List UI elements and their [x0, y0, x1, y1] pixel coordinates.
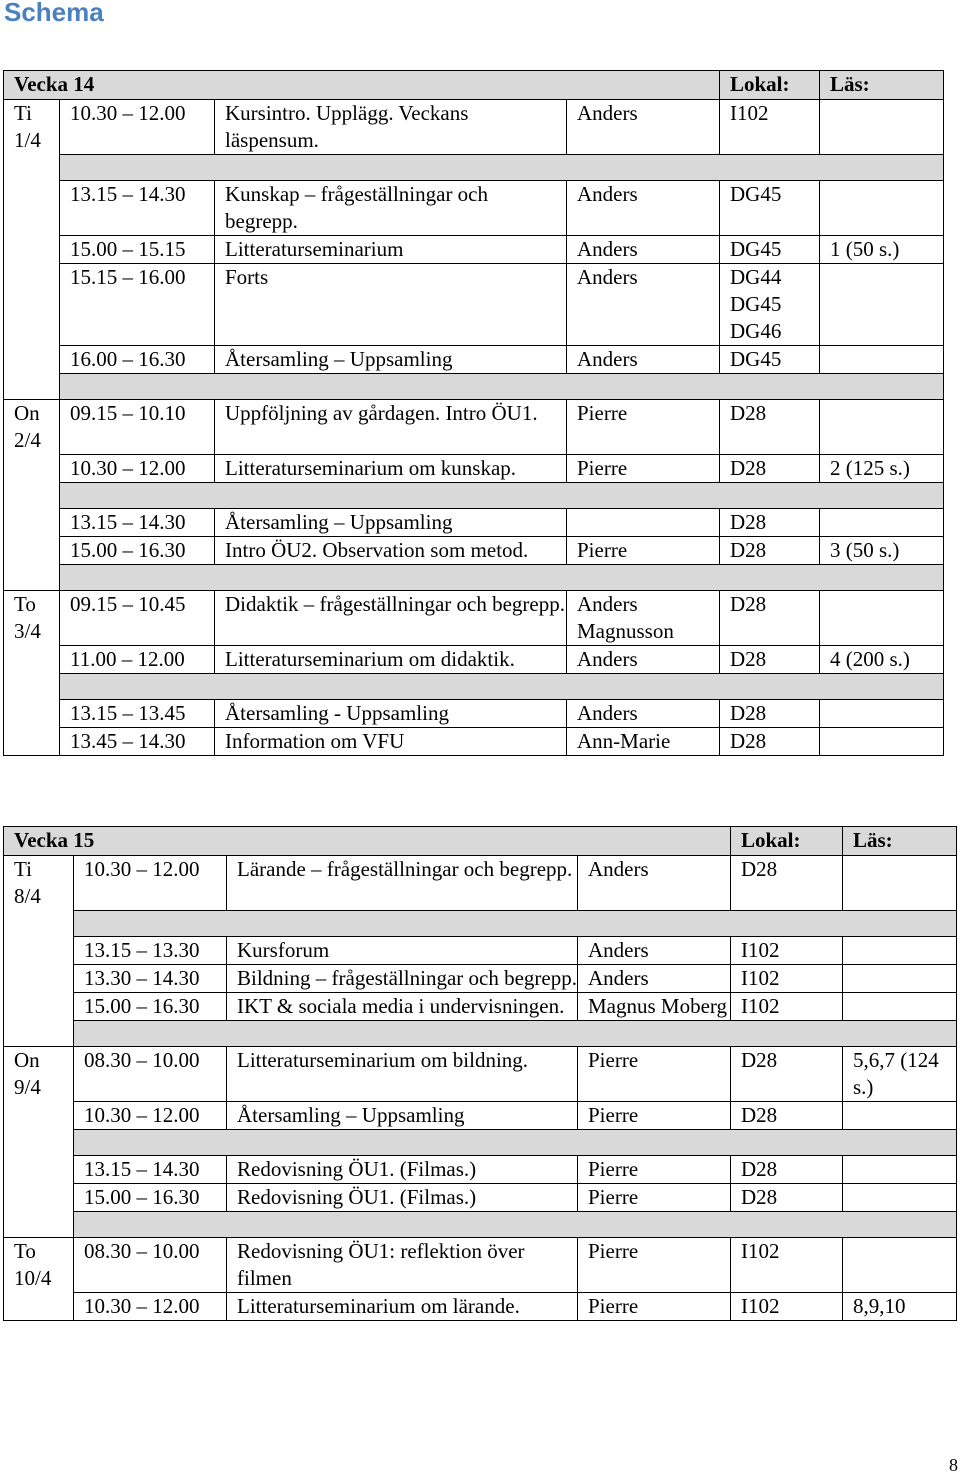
activity-cell: Litteraturseminarium om bildning.: [227, 1046, 578, 1101]
reading-cell: [843, 992, 957, 1020]
schedule-row: [4, 590, 944, 645]
teacher-cell: Pierre: [578, 1292, 731, 1320]
reading-cell: [820, 508, 944, 536]
reading-cell: [820, 699, 944, 727]
las-header: Läs:: [843, 827, 957, 856]
activity-cell: Litteraturseminarium: [215, 236, 567, 264]
reading-cell: 1 (50 s.): [820, 236, 944, 264]
reading-cell: [820, 400, 944, 455]
schedule-row: [4, 645, 944, 673]
activity-cell: Litteraturseminarium om didaktik.: [215, 645, 567, 673]
activity-cell: Kunskap – frågeställningar och begrepp.: [215, 181, 567, 236]
activity-cell: Kursintro. Upplägg. Veckans läspensum.: [215, 100, 567, 155]
activity-cell: Litteraturseminarium om kunskap.: [215, 454, 567, 482]
schedule-row: [4, 964, 957, 992]
time-cell: 13.45 – 14.30: [60, 727, 215, 755]
time-cell: 13.15 – 13.30: [74, 936, 227, 964]
time-cell: 10.30 – 12.00: [74, 1292, 227, 1320]
day-cell: To 10/4: [4, 1237, 74, 1292]
activity-cell: Lärande – frågeställningar och begrepp.: [227, 856, 578, 911]
time-cell: 08.30 – 10.00: [74, 1046, 227, 1101]
activity-cell: Forts: [215, 264, 567, 346]
activity-cell: Kursforum: [227, 936, 578, 964]
schedule-row: [4, 264, 944, 346]
activity-cell: IKT & sociala media i undervisningen.: [227, 992, 578, 1020]
room-cell: D28: [731, 1101, 843, 1129]
page-number: 8: [949, 1455, 958, 1475]
teacher-cell: Pierre: [567, 454, 720, 482]
teacher-cell: Pierre: [578, 1183, 731, 1211]
teacher-cell: Pierre: [578, 1155, 731, 1183]
teacher-cell: Pierre: [567, 400, 720, 455]
las-header: Läs:: [820, 71, 944, 100]
time-cell: 15.00 – 16.30: [60, 536, 215, 564]
schedule-row: [4, 400, 944, 455]
break-row: [4, 482, 944, 508]
teacher-cell: Anders: [567, 699, 720, 727]
teacher-cell: Pierre: [567, 536, 720, 564]
activity-cell: Bildning – frågeställningar och begrepp.: [227, 964, 578, 992]
teacher-cell: Anders: [567, 346, 720, 374]
room-cell: DG44 DG45 DG46: [720, 264, 820, 346]
time-cell: 15.00 – 15.15: [60, 236, 215, 264]
room-cell: I102: [731, 1292, 843, 1320]
break-row: [4, 1211, 957, 1237]
time-cell: 09.15 – 10.45: [60, 590, 215, 645]
reading-cell: 2 (125 s.): [820, 454, 944, 482]
schedule-row: [4, 536, 944, 564]
reading-cell: 4 (200 s.): [820, 645, 944, 673]
week-title: Vecka 15: [4, 827, 731, 856]
activity-cell: Återsamling – Uppsamling: [215, 346, 567, 374]
activity-cell: Redovisning ÖU1: reflektion över filmen: [227, 1237, 578, 1292]
room-cell: D28: [720, 590, 820, 645]
week-header-row: [4, 71, 944, 100]
time-cell: 15.00 – 16.30: [74, 992, 227, 1020]
time-cell: 10.30 – 12.00: [74, 1101, 227, 1129]
schedule-row: [4, 1101, 957, 1129]
week-14-table: [3, 70, 944, 756]
time-cell: 15.00 – 16.30: [74, 1183, 227, 1211]
time-cell: 10.30 – 12.00: [60, 454, 215, 482]
reading-cell: [820, 264, 944, 346]
activity-cell: Information om VFU: [215, 727, 567, 755]
schedule-row: [4, 236, 944, 264]
schedule-row: [4, 727, 944, 755]
reading-cell: 3 (50 s.): [820, 536, 944, 564]
time-cell: 09.15 – 10.10: [60, 400, 215, 455]
room-cell: D28: [720, 645, 820, 673]
schedule-row: [4, 699, 944, 727]
schedule-row: [4, 508, 944, 536]
time-cell: 13.30 – 14.30: [74, 964, 227, 992]
teacher-cell: Anders: [578, 964, 731, 992]
teacher-cell: Pierre: [578, 1237, 731, 1292]
room-cell: D28: [731, 1183, 843, 1211]
schedule-row: [4, 936, 957, 964]
schedule-row: [4, 1155, 957, 1183]
room-cell: I102: [731, 992, 843, 1020]
teacher-cell: Anders: [578, 856, 731, 911]
room-cell: D28: [731, 1046, 843, 1101]
time-cell: 10.30 – 12.00: [60, 100, 215, 155]
teacher-cell: Anders: [567, 645, 720, 673]
room-cell: DG45: [720, 236, 820, 264]
reading-cell: 8,9,10: [843, 1292, 957, 1320]
day-cell: To 3/4: [4, 590, 60, 645]
schedule-row: [4, 856, 957, 911]
day-cell: On 9/4: [4, 1046, 74, 1101]
room-cell: D28: [720, 536, 820, 564]
activity-cell: Återsamling - Uppsamling: [215, 699, 567, 727]
schedule-row: [4, 100, 944, 155]
break-row: [4, 564, 944, 590]
day-cell: Ti 8/4: [4, 856, 74, 911]
lokal-header: Lokal:: [731, 827, 843, 856]
activity-cell: Återsamling – Uppsamling: [215, 508, 567, 536]
time-cell: 13.15 – 14.30: [74, 1155, 227, 1183]
lokal-header: Lokal:: [720, 71, 820, 100]
room-cell: D28: [720, 699, 820, 727]
week-15-table: [3, 826, 957, 1321]
reading-cell: [843, 1183, 957, 1211]
schedule-row: [4, 181, 944, 236]
reading-cell: [843, 1237, 957, 1292]
time-cell: 08.30 – 10.00: [74, 1237, 227, 1292]
break-row: [4, 155, 944, 181]
room-cell: I102: [731, 936, 843, 964]
activity-cell: Intro ÖU2. Observation som metod.: [215, 536, 567, 564]
room-cell: D28: [731, 1155, 843, 1183]
day-cell: On 2/4: [4, 400, 60, 455]
break-row: [4, 1129, 957, 1155]
reading-cell: [843, 1155, 957, 1183]
room-cell: D28: [720, 454, 820, 482]
time-cell: 13.15 – 14.30: [60, 508, 215, 536]
day-cell: Ti 1/4: [4, 100, 60, 155]
teacher-cell: Magnus Moberg: [578, 992, 731, 1020]
break-row: [4, 673, 944, 699]
reading-cell: [843, 964, 957, 992]
teacher-cell: Ann-Marie: [567, 727, 720, 755]
time-cell: 11.00 – 12.00: [60, 645, 215, 673]
room-cell: I102: [720, 100, 820, 155]
reading-cell: 5,6,7 (124 s.): [843, 1046, 957, 1101]
reading-cell: [820, 727, 944, 755]
reading-cell: [820, 181, 944, 236]
activity-cell: Uppföljning av gårdagen. Intro ÖU1.: [215, 400, 567, 455]
teacher-cell: Pierre: [578, 1046, 731, 1101]
room-cell: I102: [731, 964, 843, 992]
break-row: [4, 1020, 957, 1046]
teacher-cell: Anders: [567, 264, 720, 346]
reading-cell: [820, 100, 944, 155]
break-row: [4, 374, 944, 400]
schedule-row: [4, 346, 944, 374]
reading-cell: [843, 856, 957, 911]
time-cell: 13.15 – 14.30: [60, 181, 215, 236]
reading-cell: [820, 590, 944, 645]
activity-cell: Återsamling – Uppsamling: [227, 1101, 578, 1129]
schedule-row: [4, 992, 957, 1020]
week-title: Vecka 14: [4, 71, 720, 100]
schedule-row: [4, 1237, 957, 1292]
room-cell: D28: [731, 856, 843, 911]
break-row: [4, 910, 957, 936]
room-cell: DG45: [720, 346, 820, 374]
schedule-row: [4, 1183, 957, 1211]
room-cell: I102: [731, 1237, 843, 1292]
reading-cell: [843, 936, 957, 964]
schedule-row: [4, 1046, 957, 1101]
teacher-cell: Anders Magnusson: [567, 590, 720, 645]
room-cell: D28: [720, 727, 820, 755]
schedule-row: [4, 454, 944, 482]
teacher-cell: Anders: [578, 936, 731, 964]
page-title: Schema: [4, 0, 104, 27]
teacher-cell: Anders: [567, 181, 720, 236]
reading-cell: [820, 346, 944, 374]
activity-cell: Redovisning ÖU1. (Filmas.): [227, 1155, 578, 1183]
time-cell: 16.00 – 16.30: [60, 346, 215, 374]
activity-cell: Litteraturseminarium om lärande.: [227, 1292, 578, 1320]
reading-cell: [843, 1101, 957, 1129]
time-cell: 13.15 – 13.45: [60, 699, 215, 727]
schedule-row: [4, 1292, 957, 1320]
teacher-cell: Anders: [567, 236, 720, 264]
teacher-cell: [567, 508, 720, 536]
time-cell: 15.15 – 16.00: [60, 264, 215, 346]
room-cell: D28: [720, 400, 820, 455]
week-header-row: [4, 827, 957, 856]
time-cell: 10.30 – 12.00: [74, 856, 227, 911]
room-cell: DG45: [720, 181, 820, 236]
activity-cell: Redovisning ÖU1. (Filmas.): [227, 1183, 578, 1211]
teacher-cell: Anders: [567, 100, 720, 155]
room-cell: D28: [720, 508, 820, 536]
teacher-cell: Pierre: [578, 1101, 731, 1129]
activity-cell: Didaktik – frågeställningar och begrepp.: [215, 590, 567, 645]
